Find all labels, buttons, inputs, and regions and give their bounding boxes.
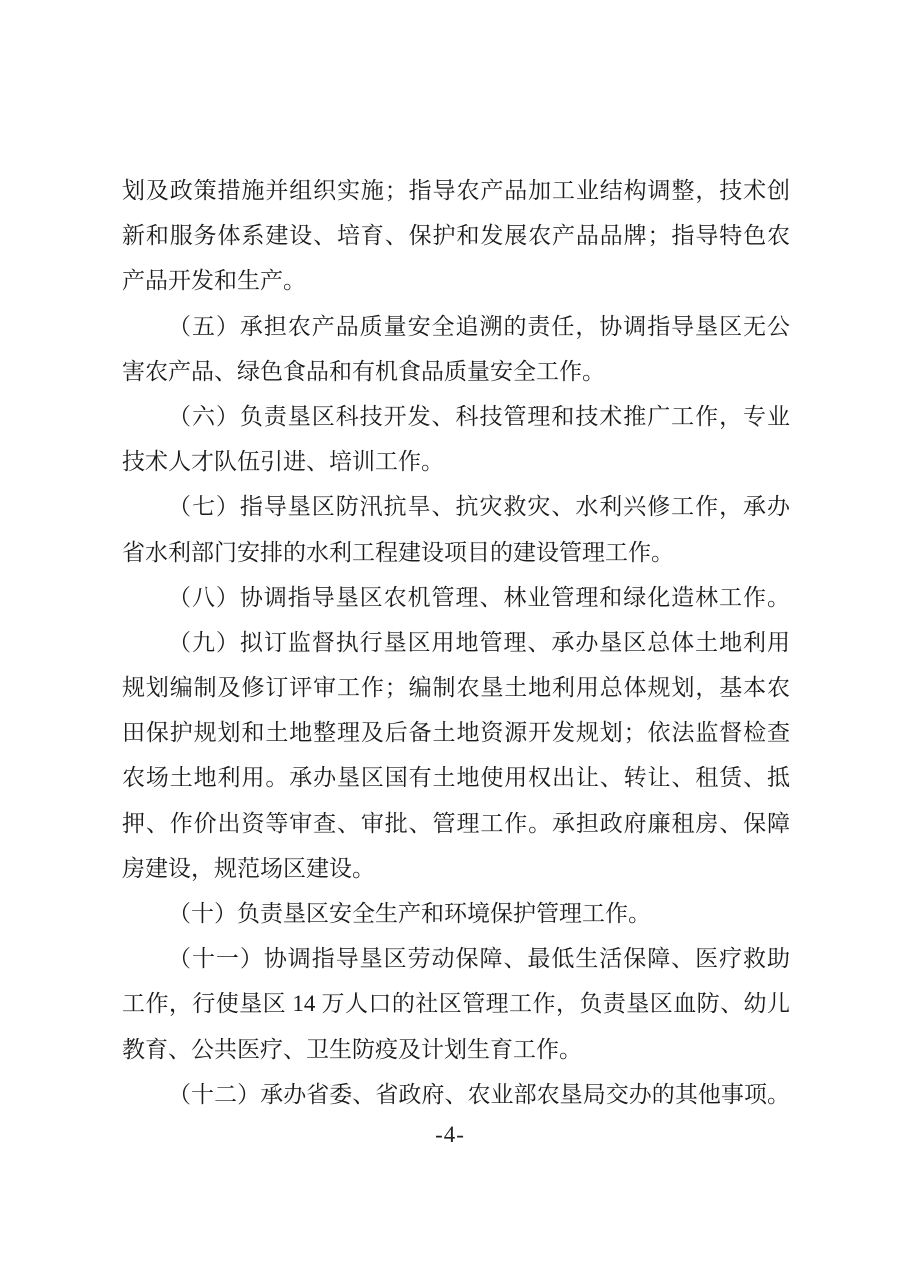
text-line: 省水利部门安排的水利工程建设项目的建设管理工作。 (122, 539, 674, 565)
text-line: （十一）协调指导垦区劳动保障、最低生活保障、医疗救助 (168, 946, 790, 972)
text-line: （六）负责垦区科技开发、科技管理和技术推广工作，专业 (168, 403, 790, 429)
text-line: 押、作价出资等审查、审批、管理工作。承担政府廉租房、保障 (122, 810, 790, 836)
text-line: 新和服务体系建设、培育、保护和发展农产品品牌；指导特色农 (122, 223, 790, 249)
text-line: 产品开发和生产。 (122, 268, 306, 294)
text-line: （九）拟订监督执行垦区用地管理、承办垦区总体土地利用 (168, 629, 790, 655)
text-line: 田保护规划和土地整理及后备土地资源开发规划；依法监督检查 (122, 720, 790, 746)
document-body (122, 168, 790, 1117)
paragraph (122, 936, 790, 1072)
paragraph (122, 575, 790, 620)
text-line: 房建设，规范场区建设。 (122, 855, 375, 881)
text-line: （十）负责垦区安全生产和环境保护管理工作。 (168, 901, 651, 926)
page-number: -4- (435, 1122, 465, 1147)
paragraph (122, 620, 790, 891)
paragraph (122, 891, 790, 936)
text-line: 工作，行使垦区 14 万人口的社区管理工作，负责垦区血防、幼儿 (122, 991, 790, 1017)
paragraph (122, 1072, 790, 1117)
text-line: （八）协调指导垦区农机管理、林业管理和绿化造林工作。 (168, 584, 790, 610)
text-line: 害农产品、绿色食品和有机食品质量安全工作。 (122, 358, 605, 384)
text-line: 划及政策措施并组织实施；指导农产品加工业结构调整，技术创 (122, 178, 790, 203)
text-line: （五）承担农产品质量安全追溯的责任，协调指导垦区无公 (168, 313, 790, 339)
text-line: 规划编制及修订评审工作；编制农垦土地利用总体规划，基本农 (122, 675, 790, 701)
text-line: 技术人才队伍引进、培训工作。 (122, 449, 444, 475)
paragraph (122, 484, 790, 574)
text-line: 教育、公共医疗、卫生防疫及计划生育工作。 (122, 1036, 582, 1062)
text-line: （七）指导垦区防汛抗旱、抗灾救灾、水利兴修工作，承办 (168, 494, 790, 520)
text-line: 农场土地利用。承办垦区国有土地使用权出让、转让、租赁、抵 (122, 765, 790, 791)
paragraph (122, 168, 790, 304)
paragraph (122, 304, 790, 394)
text-line: （十二）承办省委、省政府、农业部农垦局交办的其他事项。 (168, 1081, 790, 1107)
paragraph (122, 394, 790, 484)
